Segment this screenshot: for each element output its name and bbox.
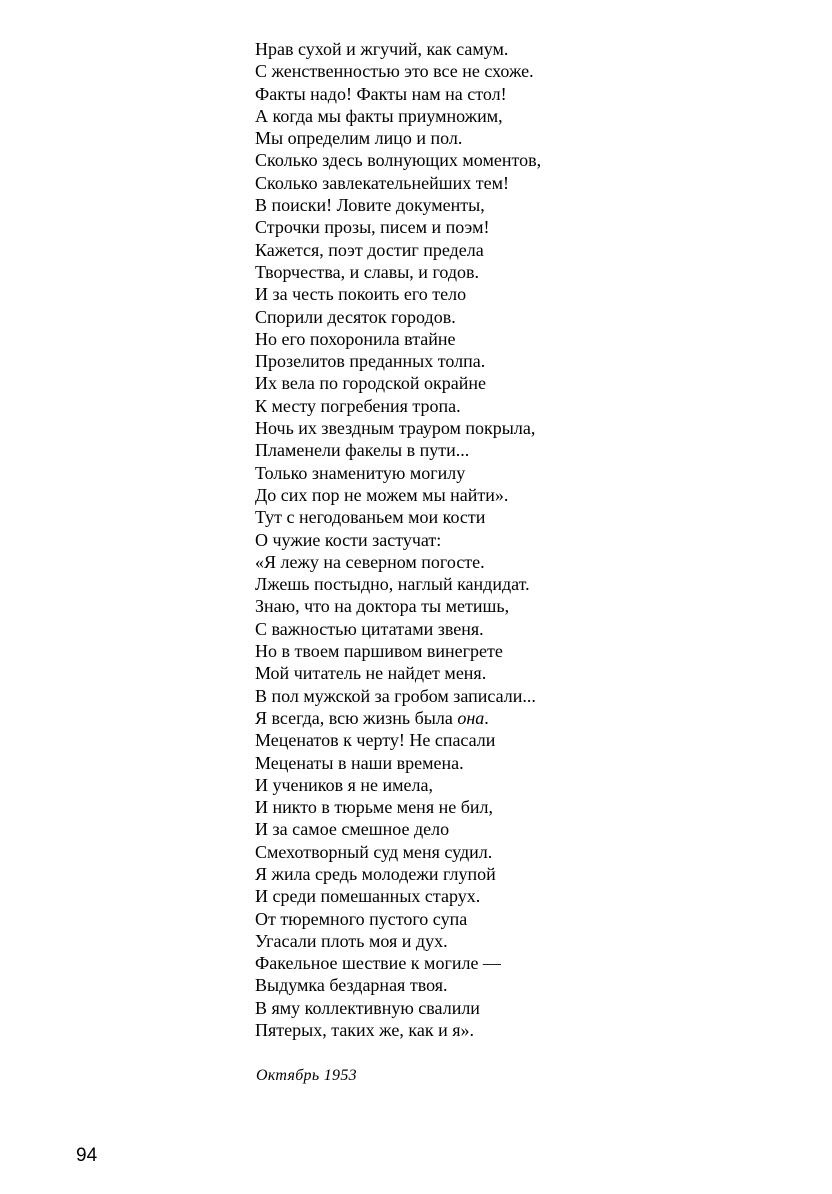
poem-line: Пламенели факелы в пути... [255,440,470,461]
poem-line [255,707,541,729]
poem-line: Ночь их звездным трауром покрыла, [255,418,536,439]
poem-line: Но его похоронила втайне [255,328,456,349]
poem-line: Выдумка бездарная твоя. [255,975,448,996]
poem-line: Мы определим лицо и пол. [255,128,463,149]
poem-line: От тюремного пустого супа [255,908,468,929]
poem-line: И среди помешанных старух. [255,886,481,907]
poem-line: «Я лежу на северном погосте. [255,551,485,572]
poem-line: Кажется, поэт достиг предела [255,239,484,260]
poem-line: И за честь покоить его тело [255,284,467,305]
poem-line: В яму коллективную свалили [255,997,480,1018]
poem-line: Строчки прозы, писем и поэм! [255,217,490,238]
poem-line: В поиски! Ловите документы, [255,195,485,216]
poem-line: Угасали плоть моя и дух. [255,930,448,951]
poem-date: Октябрь 1953 [256,1067,357,1084]
poem-line-emphasis: она [457,707,485,728]
poem-line: Сколько завлекательнейших тем! [255,172,509,193]
poem-line: Тут с негодованьем мои кости [255,507,486,528]
poem-line: О чужие кости застучат: [255,529,442,550]
poem-line: А когда мы факты приумножим, [255,105,503,126]
poem-line: Меценатов к черту! Не спасали [255,730,496,751]
poem-line: И за самое смешное дело [255,819,450,840]
poem-line: Их вела по городской окрайне [255,373,487,394]
poem-line: Пятерых, таких же, как и я». [255,1020,474,1041]
poem-line: Меценаты в наши времена. [255,752,464,773]
poem-text [255,38,541,1041]
poem-line: И учеников я не имела, [255,774,434,795]
poem-line: Спорили десяток городов. [255,306,456,327]
poem-line: Прозелитов преданных толпа. [255,351,486,372]
poem-line: Творчества, и славы, и годов. [255,261,480,282]
poem-line: Мой читатель не найдет меня. [255,663,487,684]
poem-line: Лжешь постыдно, наглый кандидат. [255,574,530,595]
poem-line: Факты надо! Факты нам на стол! [255,83,507,104]
poem-line: Только знаменитую могилу [255,462,466,483]
poem-line: С женственностью это все не схоже. [255,61,534,82]
poem-line: Знаю, что на доктора ты метишь, [255,596,510,617]
poem-line: До сих пор не можем мы найти». [255,484,509,505]
poem-line-segment: Я всегда, всю жизнь была [255,707,458,728]
poem-line: С важностью цитатами звеня. [255,618,484,639]
poem-line: В пол мужской за гробом записали... [255,685,536,706]
poem-line: Нрав сухой и жгучий, как самум. [255,39,509,59]
poem-line: К месту погребения тропа. [255,395,461,416]
poem-line: Факельное шествие к могиле — [255,953,501,974]
poem-line: Смехотворный суд меня судил. [255,841,493,862]
poem-line: Но в твоем паршивом винегрете [255,641,503,662]
poem-line-segment: . [484,707,489,728]
poem-line: Я жила средь молодежи глупой [255,863,496,884]
poem-line: И никто в тюрьме меня не бил, [255,797,493,818]
poem-line: Сколько здесь волнующих моментов, [255,150,542,171]
page-number: 94 [76,1145,98,1166]
